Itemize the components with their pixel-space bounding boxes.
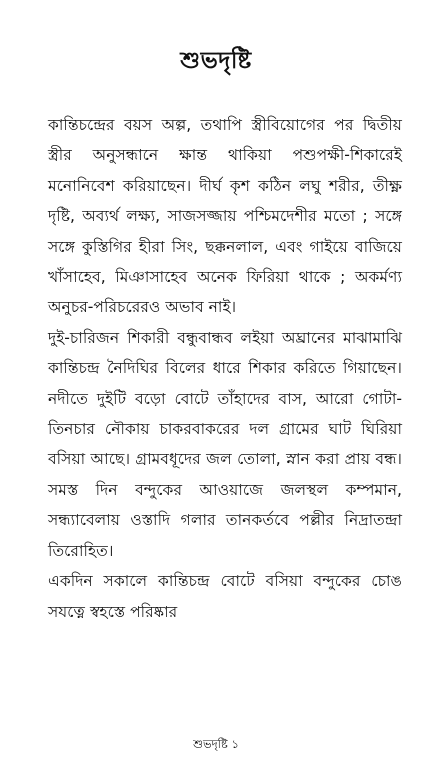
paragraph-1: কান্তিচন্দ্রের বয়স অল্প, তথাপি স্ত্রীবিয়োগের পর দ্বিতীয় স্ত্রীর অনুসন্ধানে ক্ষান্ত থাকিয়া পশুপক্ষী-শিকারেই মনোনিবেশ করিয়াছেন। দীর্ঘ কৃশ কঠিন লঘু শরীর, তীক্ষ্ণ দৃষ্টি, অব্যর্থ লক্ষ্য, সাজসজ্জায় পশ্চিমদেশীর মতো ; সঙ্গে সঙ্গে কুস্তিগির হীরা সিং, ছক্কনলাল, এবং গাইয়ে বাজিয়ে খাঁসাহেব, মিঞাসাহেব অনেক ফিরিয়া থাকে ; অকর্মণ্য অনুচর-পরিচরেরও অভাব নাই।: [48, 116, 402, 317]
body-text: [48, 110, 402, 627]
chapter-title: শুভদৃষ্টি: [180, 48, 252, 74]
paragraph-3: একদিন সকালে কান্তিচন্দ্র বোটে বসিয়া বন্দুকের চোঙ সযত্নে স্বহস্তে পরিষ্কার: [48, 572, 402, 621]
paragraph-2: দুই-চারিজন শিকারী বন্ধুবান্ধব লইয়া অঘ্রানের মাঝামাঝি কান্তিচন্দ্র নৈদিঘির বিলের ধারে শিকার করিতে গিয়াছেন। নদীতে দুইটি বড়ো বোটে তাঁহাদের বাস, আরো গোটা-তিনচার নৌকায় চাকরবাকরের দল গ্রামের ঘাট ঘিরিয়া বসিয়া আছে। গ্রামবধূদের জল তোলা, স্নান করা প্রায় বন্ধ। সমস্ত দিন বন্দুকের আওয়াজে জলস্থল কম্পমান, সন্ধ্যাবেলায় ওস্তাদি গলার তানকর্তবে পল্লীর নিদ্রাতন্দ্রা তিরোহিত।: [48, 328, 402, 560]
page-footer: শুভদৃষ্টি ১: [193, 737, 239, 751]
